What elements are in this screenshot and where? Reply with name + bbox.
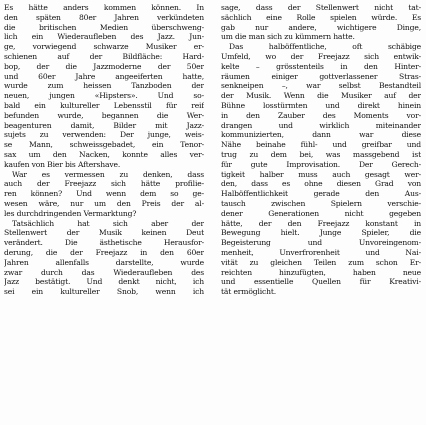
text-line: drangen und wirklich miteinander <box>221 120 421 130</box>
text-line: reichten hinzufügten, haben neue <box>221 267 421 277</box>
text-line: les durchdringenden Vermarktung? <box>4 208 137 218</box>
text-line: Jazz bestätigt. Und denkt nicht, ich <box>4 277 204 287</box>
text-line: auch der Freejazz sich hätte profilie- <box>4 179 204 189</box>
text-line: trug zu dem bei, was massgebend ist <box>221 149 421 159</box>
text-line: verändert. Die ästhetische Herausfor- <box>4 238 204 248</box>
text-line: gab nur andere, wichtigere Dinge, <box>221 22 421 32</box>
text-line: zwar durch das Wiederaufleben des <box>4 267 204 277</box>
text-line: den späten 80er Jahren verkündeten <box>4 12 204 22</box>
text-line: Es hätte anders kommen können. In <box>4 3 204 12</box>
text-line: lich ein Wiederaufleben des Jazz. Jun- <box>4 32 204 42</box>
text-line: derung, die der Freejazz in den 60er <box>4 247 204 257</box>
text-column-right <box>221 3 421 297</box>
text-line: Umfeld, wo der Freejazz sich entwik- <box>221 51 421 61</box>
text-line: tigkeit halber muss auch gesagt wer- <box>221 169 421 179</box>
text-line: den, dass es ohne diesen Grad von <box>221 179 421 189</box>
text-line: bop, der die Jazzmoderne der 50er <box>4 61 204 71</box>
text-line: Bühne losstürmten und direkt hinein <box>221 100 421 110</box>
text-line: und 60er Jahre angeeiferten hatte, <box>4 71 204 81</box>
text-line: der Musik. Wenn die Musiker auf der <box>221 91 421 101</box>
text-line: kommunizierten, dann war diese <box>221 130 421 140</box>
text-line: Tatsächlich hat sich aber der <box>12 218 204 228</box>
text-line: sage, dass der Stellenwert nicht tat- <box>221 3 421 12</box>
text-line: senkneipen –, war selbst Bestandteil <box>221 81 421 91</box>
text-line: Nähe beinahe fühl- und greifbar und <box>221 140 421 150</box>
text-line: neuen, jungen «Hipsters». Und so- <box>4 91 204 101</box>
text-line: sax um den Nacken, konnte alles ver- <box>4 149 204 159</box>
text-line: Bewegung hielt. Junge Spieler, die <box>221 228 421 238</box>
text-line: bald ein kultureller Lebensstil für reif <box>4 100 204 110</box>
text-line: sei ein kultureller Snob, wenn ich <box>4 287 204 297</box>
text-line: schienen auf der Bildfläche: Hard- <box>4 51 204 61</box>
text-line: Stellenwert der Musik keinen Deut <box>4 228 204 238</box>
text-line: Begeisterung und Unvoreingenom- <box>221 238 421 248</box>
text-line: beagenturen damit, Bilder mit Jazz- <box>4 120 204 130</box>
text-line: tausch zwischen Spielern verschie- <box>221 198 421 208</box>
text-line: Halböffentlichkeit gerade den Aus- <box>221 189 421 199</box>
text-line: kelte – grösstenteils in den Hinter- <box>221 61 421 71</box>
text-line: die britischen Medien überschweng- <box>4 22 204 32</box>
text-line: befunden wurde, begannen die Wer- <box>4 110 204 120</box>
text-line: wurde zum heissen Tanzboden der <box>4 81 204 91</box>
text-line: und essentielle Quellen für Kreativi- <box>221 277 421 287</box>
text-line: räumen einiger gottverlassener Stras- <box>221 71 421 81</box>
text-line: War es vermessen zu denken, dass <box>12 169 204 179</box>
text-line: sujets zu verwenden: Der junge, weis- <box>4 130 204 140</box>
text-line: hätte, der den Freejazz konstant in <box>221 218 421 228</box>
text-line: wesen wäre, nur um den Preis der al- <box>4 198 204 208</box>
text-line: Das halböffentliche, oft schäbige <box>229 42 421 52</box>
text-line: um die man sich zu kümmern hatte. <box>221 32 355 42</box>
text-line: menheit, Unverfrorenheit und Nai- <box>221 247 421 257</box>
text-line: kaufen von Bier bis Aftershave. <box>4 159 121 169</box>
text-line: sächlich eine Rolle spielen würde. Es <box>221 12 421 22</box>
text-column-left <box>4 3 204 297</box>
text-line: se Mann, schweissgebadet, ein Tenor- <box>4 140 204 150</box>
text-line: vität zu gleichen Teilen zum schon Er- <box>221 257 421 267</box>
text-line: dener Generationen nicht gegeben <box>221 208 421 218</box>
text-line: in den Zauber des Moments vor- <box>221 110 421 120</box>
text-line: ge, vorwiegend schwarze Musiker er- <box>4 42 204 52</box>
text-line: tät ermöglicht. <box>221 287 277 297</box>
text-line: Jahren allenfalls darstellte, wurde <box>4 257 204 267</box>
text-line: für gute Improvisation. Der Gerech- <box>221 159 421 169</box>
text-line: ren können? Und wenn dem so ge- <box>4 189 204 199</box>
